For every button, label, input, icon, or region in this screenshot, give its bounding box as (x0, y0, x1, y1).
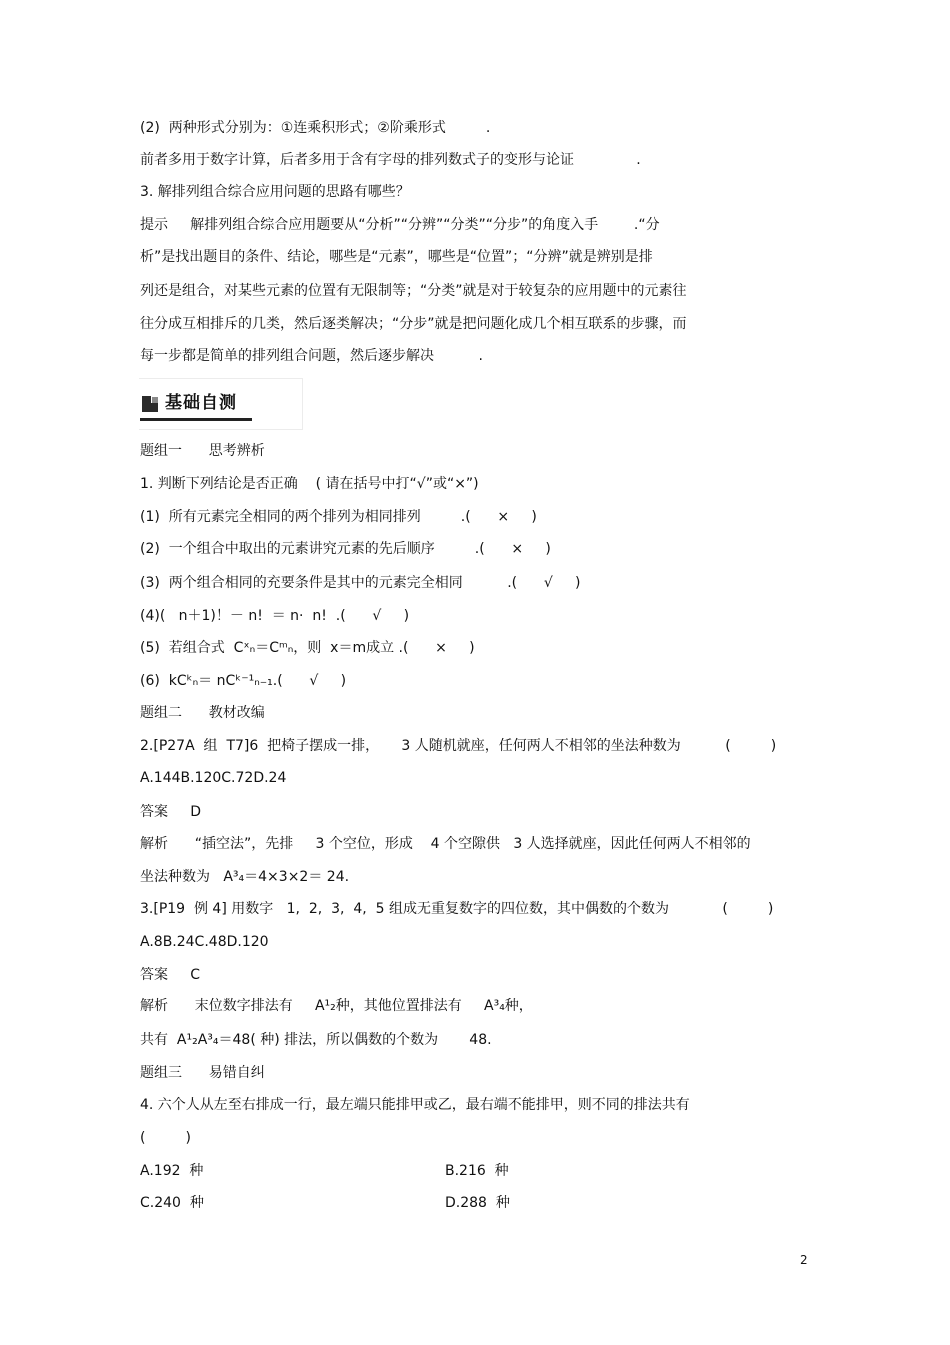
option-c: C.240 种 (140, 1195, 204, 1211)
explanation-2: 坐法种数为 A³₄＝4×3×2＝ 24. (140, 869, 350, 885)
answer-2: 答案 D (140, 804, 202, 820)
question-1: 1. 判断下列结论是否正确 ( 请在括号中打“√”或“×”) (140, 476, 479, 492)
text-line: 每一步都是简单的排列组合问题，然后逐步解决 . (140, 348, 483, 364)
statement-4: (4)( n＋1)！－ n! ＝ n· n! .( √ ) (140, 608, 410, 624)
question-2: 2.[P27A 组 T7]6 把椅子摆成一排， 3 人随机就座，任何两人不相邻的坐法种数为 ( ) (140, 738, 777, 754)
question-4-blank: ( ) (140, 1130, 191, 1146)
text-line: 列还是组合，对某些元素的位置有无限制等；“分类”就是对于较复杂的应用题中的元素往 (140, 283, 687, 299)
question-3: 3.[P19 例 4] 用数字 1, 2, 3, 4, 5 组成无重复数字的四位数，其中偶数的个数为 ( ) (140, 901, 774, 917)
statement-2: (2) 一个组合中取出的元素讲究元素的先后顺序 .( × ) (140, 541, 551, 557)
explanation-3: 解析 末位数字排法有 A¹₂种，其他位置排法有 A³₄种， (140, 998, 533, 1014)
option-b: B.216 种 (445, 1163, 509, 1179)
text-line: (2) 两种形式分别为：①连乘积形式；②阶乘形式 . (140, 120, 491, 136)
option-a: A.192 种 (140, 1163, 204, 1179)
page-number: 2 (800, 1253, 808, 1267)
question-3-options: A.8B.24C.48D.120 (140, 934, 269, 950)
text-line: 前者多用于数字计算，后者多用于含有字母的排列数式子的变形与论证 . (140, 152, 641, 168)
section-square-icon (142, 396, 158, 412)
statement-3: (3) 两个组合相同的充要条件是其中的元素完全相同 .( √ ) (140, 575, 581, 591)
text-line: 析”是找出题目的条件、结论，哪些是“元素”，哪些是“位置”；“分辨”就是辨别是排 (140, 249, 653, 265)
text-line: 提示 解排列组合综合应用题要从“分析”“分辨”“分类”“分步”的角度入手 .“分 (140, 217, 660, 233)
text-line: 往分成互相排斥的几类，然后逐类解决；“分步”就是把问题化成几个相互联系的步骤，而 (140, 316, 687, 332)
question-4: 4. 六个人从左至右排成一行，最左端只能排甲或乙，最右端不能排甲，则不同的排法共有 (140, 1097, 690, 1113)
explanation-3: 共有 A¹₂A³₄＝48( 种) 排法，所以偶数的个数为 48. (140, 1032, 492, 1048)
answer-3: 答案 C (140, 967, 201, 983)
statement-6: (6) kCᵏₙ＝ nCᵏ⁻¹ₙ₋₁.( √ ) (140, 673, 347, 689)
question-2-options: A.144B.120C.72D.24 (140, 770, 287, 786)
group-heading: 题组一 思考辨析 (140, 443, 265, 459)
option-d: D.288 种 (445, 1195, 510, 1211)
group-heading: 题组二 教材改编 (140, 705, 265, 721)
section-title: 基础自测 (165, 393, 237, 413)
section-underline (140, 418, 252, 421)
explanation-2: 解析 “插空法”，先排 3 个空位，形成 4 个空隙供 3 人选择就座，因此任何两人不相邻的 (140, 836, 751, 852)
question-heading: 3. 解排列组合综合应用问题的思路有哪些？ (140, 184, 410, 200)
statement-5: (5) 若组合式 Cˣₙ＝Cᵐₙ，则 x＝m成立 .( × ) (140, 640, 475, 656)
statement-1: (1) 所有元素完全相同的两个排列为相同排列 .( × ) (140, 509, 537, 525)
group-heading: 题组三 易错自纠 (140, 1065, 265, 1081)
